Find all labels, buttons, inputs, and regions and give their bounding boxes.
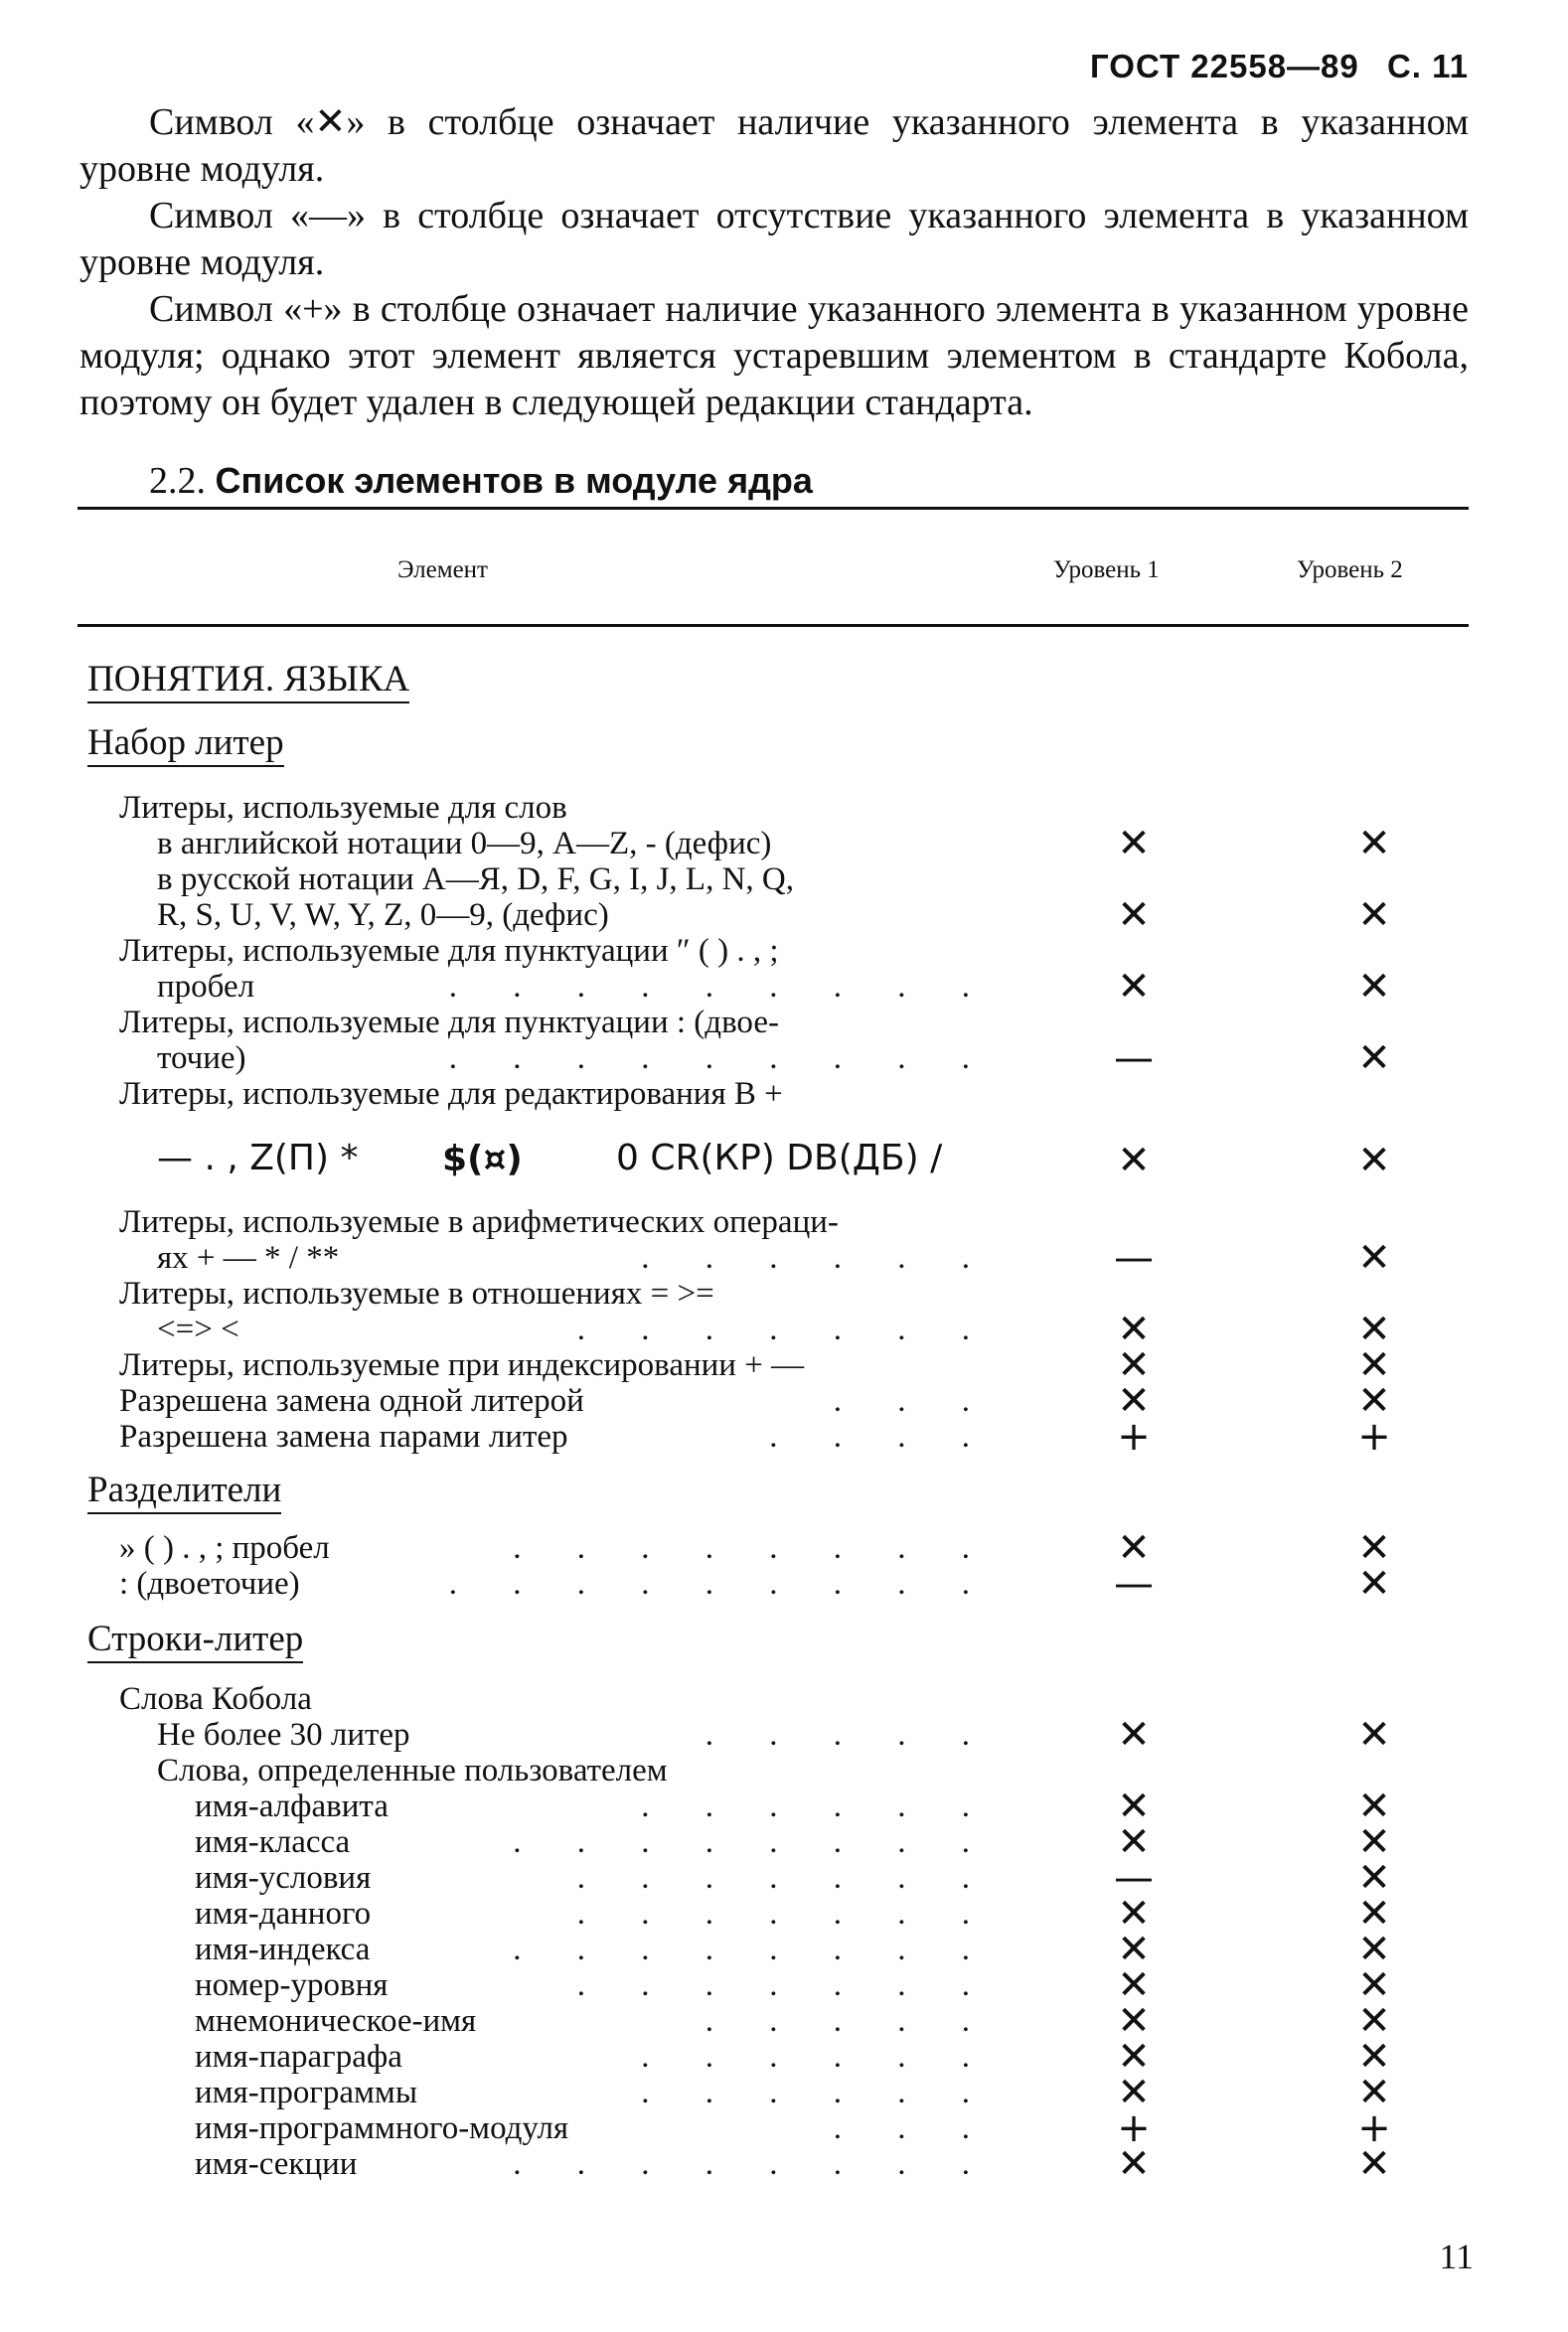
level1-mark: ✕ [1117, 892, 1151, 938]
level2-mark: ✕ [1357, 821, 1391, 866]
table-row [0, 1681, 1568, 1717]
row-text: Литеры, используемые при индексировании + — [119, 1347, 805, 1383]
row-text: <=> < [157, 1312, 239, 1347]
level1-mark: ✕ [1117, 1962, 1151, 2008]
leader-dots: . . . . . . . [576, 1967, 994, 2003]
level2-mark: ✕ [1357, 2034, 1391, 2080]
row-text: имя-алфавита [195, 1788, 389, 1824]
group-separators: Разделители [87, 1471, 281, 1514]
table-row [0, 1342, 1568, 1388]
table-row [0, 861, 1568, 897]
row-text: Литеры, используемые в отношениях = >= [119, 1276, 714, 1312]
page-number: 11 [1439, 2237, 1474, 2276]
level1-mark: — [1114, 1235, 1154, 1281]
row-text: » ( ) . , ; пробел [119, 1530, 330, 1566]
level2-mark: ✕ [1357, 1561, 1391, 1607]
header-page: С. 11 [1386, 48, 1469, 84]
level1-mark: ✕ [1117, 1927, 1151, 1972]
table-row [0, 821, 1568, 866]
leader-dots: . . . . . . . . . [448, 1040, 994, 1076]
group-charset: Набор литер [87, 723, 284, 767]
row-text: Литеры, используемые для редактирования B + [119, 1076, 783, 1112]
level1-mark: — [1114, 1561, 1154, 1607]
row-text: Слова, определенные пользователем [157, 1753, 668, 1788]
leader-dots: . . . . . . [641, 2039, 994, 2075]
table-row [0, 2034, 1568, 2080]
leader-dots: . . . . . [705, 1717, 994, 1753]
row-text: имя-условия [195, 1860, 372, 1896]
level1-mark: ✕ [1117, 821, 1151, 866]
row-text: — . , Z(П) * [157, 1138, 359, 1178]
level1-mark: ✕ [1117, 964, 1151, 1010]
level1-mark: ✕ [1117, 1525, 1151, 1571]
leader-dots: . . . . . . [641, 2075, 994, 2110]
level2-mark: ✕ [1357, 1138, 1391, 1183]
level2-mark: ✕ [1357, 2070, 1391, 2115]
row-text: ях + — * / ** [157, 1240, 340, 1276]
table-row [0, 1035, 1568, 1081]
level2-mark: ✕ [1357, 892, 1391, 938]
row-text: : (двоеточие) [119, 1566, 300, 1602]
leader-dots: . . . . . . [641, 1788, 994, 1824]
level2-mark: ✕ [1357, 1962, 1391, 2008]
row-text: Литеры, используемые для пунктуации ″ ( ) . , ; [119, 933, 779, 969]
table-row [0, 1414, 1568, 1460]
level1-mark: ✕ [1117, 1998, 1151, 2044]
table-row [0, 1076, 1568, 1112]
level1-mark: + [1117, 1414, 1151, 1460]
row-text: R, S, U, V, W, Y, Z, 0—9, (дефис) [157, 897, 609, 933]
intro-text-3: Символ «+» в столбце означает наличие указанного элемента в указанном уровне модуля; однако этот элемент является устаревшим элементом в стандарте Кобола, поэтому он будет удален в следующей редакции стандарта. [79, 288, 1469, 423]
row-text: имя-программного-модуля [195, 2110, 569, 2146]
level1-mark: ✕ [1117, 1712, 1151, 1758]
row-text: Разрешена замена одной литерой [119, 1383, 584, 1419]
column-header-level1: Уровень 1 [1053, 556, 1160, 583]
intro-text-2: Символ «—» в столбце означает отсутствие указанного элемента в указанном уровне модуля. [79, 195, 1469, 283]
table-row [0, 1891, 1568, 1937]
row-text: Литеры, используемые для пунктуации : (двое- [119, 1005, 779, 1040]
table-top-rule [78, 507, 1469, 510]
leader-dots: . . . . . . . . [513, 1824, 994, 1860]
group-concepts: ПОНЯТИЯ. ЯЗЫКА [87, 660, 409, 703]
level1-mark: ✕ [1117, 1378, 1151, 1424]
table-row [0, 1712, 1568, 1758]
level2-mark: ✕ [1357, 1712, 1391, 1758]
row-text: имя-индекса [195, 1932, 371, 1967]
level2-mark: ✕ [1357, 1378, 1391, 1424]
leader-dots: . . . . . . . [576, 1312, 994, 1347]
level1-mark: — [1114, 1855, 1154, 1901]
leader-dots: . . . [833, 2110, 994, 2146]
level2-mark: + [1357, 2105, 1391, 2151]
level2-mark: ✕ [1357, 1784, 1391, 1829]
table-row [0, 1204, 1568, 1240]
row-text: имя-класса [195, 1824, 351, 1860]
row-text: имя-секции [195, 2146, 358, 2182]
table-row [0, 1307, 1568, 1352]
level2-mark: ✕ [1357, 1927, 1391, 1972]
column-header-element: Элемент [397, 556, 488, 583]
table-row [0, 964, 1568, 1010]
row-text: номер-уровня [195, 1967, 389, 2003]
leader-dots: . . . . . . . . [513, 1932, 994, 1967]
leader-dots: . . . . . . . . [513, 2146, 994, 2182]
level1-mark: ✕ [1117, 1784, 1151, 1829]
level1-mark: ✕ [1117, 2034, 1151, 2080]
table-row [0, 1753, 1568, 1788]
row-text: в русской нотации А—Я, D, F, G, I, J, L, N, Q, [157, 861, 795, 897]
leader-dots: . . . . . . . . [513, 1530, 994, 1566]
level2-mark: ✕ [1357, 1855, 1391, 1901]
section-number: 2.2. [149, 460, 206, 502]
leader-dots: . . . . . . . . . [448, 969, 994, 1005]
intro-paragraph-2 [79, 193, 1469, 286]
leader-dots: . . . . . . . [576, 1860, 994, 1896]
leader-dots: . . . . . [705, 2003, 994, 2039]
table-row [0, 790, 1568, 826]
table-row [0, 1378, 1568, 1424]
row-text: имя-данного [195, 1896, 372, 1932]
leader-dots: . . . . . . . [576, 1896, 994, 1932]
row-text: 0 CR(КР) DB(ДБ) / [616, 1138, 943, 1178]
level2-mark: ✕ [1357, 964, 1391, 1010]
table-row [0, 1927, 1568, 1972]
level1-mark: ✕ [1117, 1342, 1151, 1388]
level2-mark: ✕ [1357, 1998, 1391, 2044]
table-row [0, 933, 1568, 969]
column-header-level2: Уровень 2 [1297, 556, 1403, 583]
row-text: мнемоническое-имя [195, 2003, 477, 2039]
table-row [0, 892, 1568, 938]
row-text: Литеры, используемые в арифметических операци- [119, 1204, 839, 1240]
level2-mark: ✕ [1357, 1525, 1391, 1571]
row-text: в английской нотации 0—9, A—Z, - (дефис) [157, 826, 772, 861]
row-text: Слова Кобола [119, 1681, 312, 1717]
table-row [0, 1855, 1568, 1901]
table-row [0, 1005, 1568, 1040]
level1-mark: ✕ [1117, 1307, 1151, 1352]
intro-paragraph-1 [79, 99, 1469, 193]
leader-dots: . . . . . . . . . [448, 1566, 994, 1602]
level1-mark: — [1114, 1035, 1154, 1081]
table-row [0, 1561, 1568, 1607]
row-text: точие) [157, 1040, 246, 1076]
level2-mark: ✕ [1357, 1235, 1391, 1281]
table-row [0, 1525, 1568, 1571]
table-row [0, 1962, 1568, 2008]
level1-mark: ✕ [1117, 2070, 1151, 2115]
row-text: Разрешена замена парами литер [119, 1419, 568, 1455]
level2-mark: ✕ [1357, 1035, 1391, 1081]
row-text: имя-параграфа [195, 2039, 402, 2075]
level2-mark: + [1357, 1414, 1391, 1460]
table-row [0, 1235, 1568, 1281]
table-row [0, 1784, 1568, 1829]
table-row [0, 1276, 1568, 1312]
table-row [0, 1133, 1568, 1186]
row-text: Не более 30 литер [157, 1717, 410, 1753]
level1-mark: ✕ [1117, 1819, 1151, 1865]
level1-mark: ✕ [1117, 1891, 1151, 1937]
section-title-text: Список элементов в модуле ядра [215, 460, 813, 501]
level1-mark: ✕ [1117, 2141, 1151, 2187]
table-header-rule [78, 624, 1469, 627]
leader-dots: . . . . . . [641, 1240, 994, 1276]
group-strings: Строки-литер [87, 1620, 303, 1663]
intro-paragraph-3 [79, 286, 1469, 426]
row-text: имя-программы [195, 2075, 417, 2110]
table-row [0, 2105, 1568, 2151]
table-row [0, 1998, 1568, 2044]
header-doc-number: ГОСТ 22558—89 [1090, 48, 1359, 84]
level2-mark: ✕ [1357, 1342, 1391, 1388]
dollar-currency-symbol: $(¤) [442, 1139, 523, 1179]
level1-mark: + [1117, 2105, 1151, 2151]
leader-dots: . . . [833, 1383, 994, 1419]
level2-mark: ✕ [1357, 1891, 1391, 1937]
row-text: пробел [157, 969, 255, 1005]
leader-dots: . . . . [769, 1419, 994, 1455]
section-title [149, 457, 813, 505]
row-text: Литеры, используемые для слов [119, 790, 567, 826]
table-row [0, 2070, 1568, 2115]
table-row [0, 1819, 1568, 1865]
level2-mark: ✕ [1357, 1307, 1391, 1352]
page-header [1072, 48, 1469, 85]
intro-text-1: Символ «✕» в столбце означает наличие указанного элемента в указанном уровне модуля. [79, 101, 1469, 190]
level1-mark: ✕ [1117, 1138, 1151, 1183]
level2-mark: ✕ [1357, 2141, 1391, 2187]
level2-mark: ✕ [1357, 1819, 1391, 1865]
table-row [0, 2141, 1568, 2187]
